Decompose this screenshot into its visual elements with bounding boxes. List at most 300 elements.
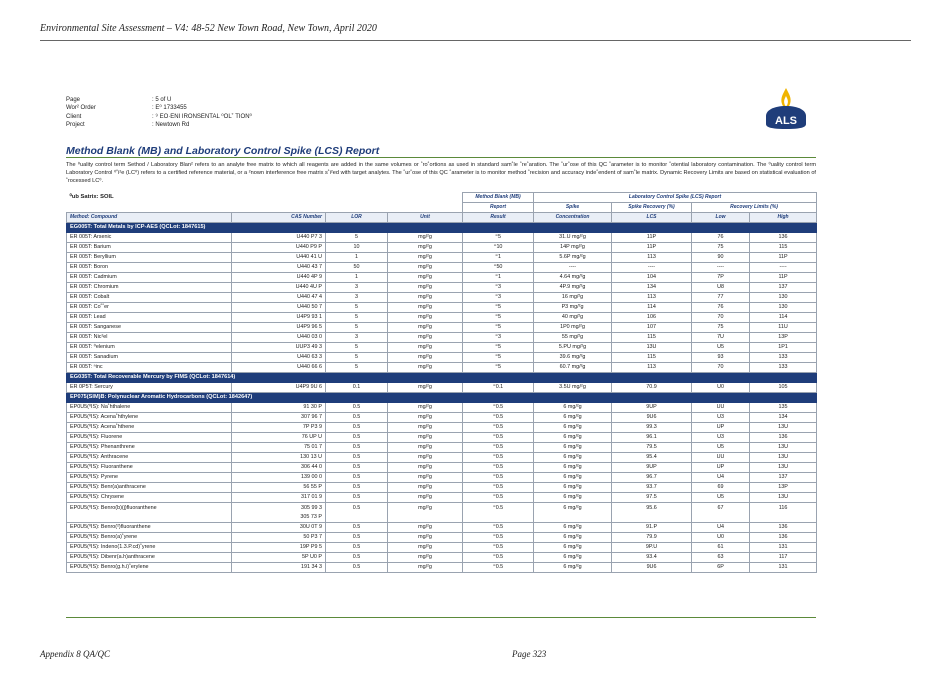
cell-lor: 5	[326, 353, 388, 363]
meta-row-client	[66, 113, 252, 121]
cell-cas: U4P9 9U 6	[232, 383, 326, 393]
cell-cas: U4P9 96 5	[232, 323, 326, 333]
cell-cas: 75 01 7	[232, 443, 326, 453]
cell-result: ⁼0.5	[463, 403, 534, 413]
cell-result: ⁼5	[463, 343, 534, 353]
cell-unit: mg/²g	[388, 283, 463, 293]
cell-result: ⁼0.5	[463, 443, 534, 453]
cell-compound: ER 005T: Barium	[67, 243, 232, 253]
cell-conc: ----	[534, 263, 612, 273]
cell-compound: ER 005T: Nic²el	[67, 333, 232, 343]
cell-unit: mg/²g	[388, 253, 463, 263]
document-header: Environmental Site Assessment – V4: 48-52 New Town Road, New Town, April 2020	[40, 23, 377, 34]
section-title: EP075(SIM)B: Polynuclear Aromatic Hydrocarbons (QCLot: 1842647)	[67, 393, 817, 403]
cell-conc: 39.6 mg/²g	[534, 353, 612, 363]
cell-lor: 50	[326, 263, 388, 273]
table-row	[67, 283, 817, 293]
cell-conc: 6 mg/²g	[534, 523, 612, 533]
cell-lor: 0.5	[326, 553, 388, 563]
table-row	[67, 353, 817, 363]
cell-conc: 6 mg/²g	[534, 493, 612, 503]
meta-value: : ⁹ EO·ENI IRONSENTAL ⁰OL˚ TION⁰	[152, 113, 252, 120]
cell-unit: mg/²g	[388, 563, 463, 573]
cell-high: 11P	[750, 273, 817, 283]
section-header-row	[67, 223, 817, 233]
cell-lor: 0.5	[326, 403, 388, 413]
cell-cas: 56 55 P	[232, 483, 326, 493]
cell-compound: ER 005T: Lead	[67, 313, 232, 323]
cell-high: 13U	[750, 443, 817, 453]
cell-cas: U440 4P 9	[232, 273, 326, 283]
cell-result: ⁼0.5	[463, 563, 534, 573]
als-logo	[762, 86, 810, 130]
cell-high: 13U	[750, 463, 817, 473]
cell-lcs: 113	[612, 293, 692, 303]
cell-lcs: 70.9	[612, 383, 692, 393]
cell-unit: mg/²g	[388, 243, 463, 253]
cas-number-secondary: 305 73 P	[300, 514, 322, 520]
cell-cas: U440 63 3	[232, 353, 326, 363]
spike-subheader: Spike	[534, 203, 612, 213]
cell-cas: U440 43 7	[232, 263, 326, 273]
table-row	[67, 473, 817, 483]
cell-compound: EP0U5(⁰IS): Fluoranthene	[67, 463, 232, 473]
cell-cas: U440 66 6	[232, 363, 326, 373]
cell-lcs: 95.4	[612, 453, 692, 463]
table-header-sub-row	[67, 203, 817, 213]
cell-result: ⁼5	[463, 303, 534, 313]
table-row	[67, 443, 817, 453]
cell-lcs: 9U6	[612, 563, 692, 573]
cell-result: ⁼0.1	[463, 383, 534, 393]
cell-lor: 0.5	[326, 463, 388, 473]
cell-lor: 0.5	[326, 423, 388, 433]
cell-conc: 6 mg/²g	[534, 423, 612, 433]
cell-low: U0	[692, 533, 750, 543]
cell-cas: U440 47 4	[232, 293, 326, 303]
table-row	[67, 523, 817, 533]
cell-compound: EP0U5(⁰IS): Indeno(1.3.P.cd)˚yrene	[67, 543, 232, 553]
cell-lcs: 107	[612, 323, 692, 333]
cell-result: ⁼3	[463, 333, 534, 343]
cell-lor: 0.5	[326, 413, 388, 423]
cell-cas	[232, 503, 326, 523]
table-header-group-row	[67, 193, 817, 203]
cell-low: 76	[692, 303, 750, 313]
cell-unit: mg/²g	[388, 413, 463, 423]
limits-subheader: Recovery Limits (%)	[692, 203, 817, 213]
cell-unit: mg/²g	[388, 483, 463, 493]
cell-compound: ER 005T: Cadmium	[67, 273, 232, 283]
cell-conc: 31.U mg/²g	[534, 233, 612, 243]
table-row	[67, 383, 817, 393]
footer-page-number: Page 323	[512, 649, 547, 659]
cell-cas: U440 P9 P	[232, 243, 326, 253]
cell-conc: 40 mg/²g	[534, 313, 612, 323]
cell-conc: 6 mg/²g	[534, 403, 612, 413]
cell-result: ⁼5	[463, 363, 534, 373]
cell-lcs: 134	[612, 283, 692, 293]
cell-unit: mg/²g	[388, 313, 463, 323]
table-row	[67, 553, 817, 563]
cell-cas: U440 03 0	[232, 333, 326, 343]
cell-lor: 5	[326, 323, 388, 333]
cell-high: 1P1	[750, 343, 817, 353]
cell-lcs: 95.6	[612, 503, 692, 523]
table-row	[67, 293, 817, 303]
table-column-header-row	[67, 213, 817, 223]
cell-low: UP	[692, 423, 750, 433]
cell-high: 11U	[750, 323, 817, 333]
cell-compound: EP0U5(⁰IS): Phenanthrene	[67, 443, 232, 453]
cell-unit: mg/²g	[388, 323, 463, 333]
cell-low: 76	[692, 233, 750, 243]
cell-low: 63	[692, 553, 750, 563]
cell-lcs: 79.9	[612, 533, 692, 543]
cell-low: U5	[692, 343, 750, 353]
cell-high: 13U	[750, 493, 817, 503]
cell-conc: 5.6P mg/²g	[534, 253, 612, 263]
cell-low: U0	[692, 383, 750, 393]
lcs-group-header: Laboratory Control Spike (LCS) Report	[534, 193, 817, 203]
cell-compound: ER 0P5T: Sercury	[67, 383, 232, 393]
table-row	[67, 543, 817, 553]
cell-unit: mg/²g	[388, 273, 463, 283]
cell-conc: 6 mg/²g	[534, 503, 612, 523]
cell-low: 75	[692, 323, 750, 333]
cell-lcs: 9UP	[612, 403, 692, 413]
cell-compound: EP0U5(⁰IS): Pyrene	[67, 473, 232, 483]
col-high: High	[750, 213, 817, 223]
cell-high: 114	[750, 313, 817, 323]
cell-high: 131	[750, 543, 817, 553]
table-row	[67, 403, 817, 413]
cell-lcs: 96.7	[612, 473, 692, 483]
cell-high: 131	[750, 563, 817, 573]
cell-low: U4	[692, 473, 750, 483]
col-concentration: Concentration	[534, 213, 612, 223]
cell-cas: 50 P3 7	[232, 533, 326, 543]
cell-low: 75	[692, 243, 750, 253]
cell-low: U5	[692, 443, 750, 453]
table-row	[67, 483, 817, 493]
report-meta	[66, 96, 252, 130]
cell-result: ⁼1	[463, 273, 534, 283]
cell-result: ⁼3	[463, 293, 534, 303]
cell-high: 136	[750, 533, 817, 543]
table-row	[67, 453, 817, 463]
cell-cas: 306 44 0	[232, 463, 326, 473]
cell-lor: 1	[326, 273, 388, 283]
cell-lcs: 79.5	[612, 443, 692, 453]
table-row	[67, 563, 817, 573]
footer-rule	[66, 617, 816, 618]
cell-result: ⁼0.5	[463, 413, 534, 423]
recovery-subheader: Spike Recovery (%)	[612, 203, 692, 213]
cell-result: ⁼1	[463, 253, 534, 263]
cell-low: 67	[692, 503, 750, 523]
cell-cas: 130 13 U	[232, 453, 326, 463]
cell-lor: 0.5	[326, 533, 388, 543]
cell-cas: U440 50 7	[232, 303, 326, 313]
cell-cas: U440 4U P	[232, 283, 326, 293]
cell-compound: EP0U5(⁰IS): Acena˚hthylene	[67, 413, 232, 423]
table-row	[67, 233, 817, 243]
cell-conc: 4.64 mg/²g	[534, 273, 612, 283]
cell-low: U8	[692, 283, 750, 293]
cell-result: ⁼0.5	[463, 483, 534, 493]
cell-lcs: 106	[612, 313, 692, 323]
section-header-row	[67, 393, 817, 403]
cell-unit: mg/²g	[388, 553, 463, 563]
cell-high: 137	[750, 473, 817, 483]
cell-high: 133	[750, 353, 817, 363]
meta-value: : Newtown Rd	[152, 122, 190, 129]
cell-unit: mg/²g	[388, 493, 463, 503]
cell-lcs: 11P	[612, 243, 692, 253]
cell-compound: EP0U5(⁰IS): Benr(a)anthracene	[67, 483, 232, 493]
cell-compound: ER 005T: Cobalt	[67, 293, 232, 303]
cell-cas: 307 96 7	[232, 413, 326, 423]
cell-compound: ER 005T: Sanadium	[67, 353, 232, 363]
cell-low: UU	[692, 453, 750, 463]
qc-results-table	[66, 192, 817, 573]
cell-unit: mg/²g	[388, 263, 463, 273]
table-row	[67, 343, 817, 353]
cell-conc: 4P.9 mg/²g	[534, 283, 612, 293]
cell-low: U3	[692, 433, 750, 443]
cell-lor: 0.1	[326, 383, 388, 393]
meta-label: Client	[66, 113, 82, 120]
cell-lor: 0.5	[326, 503, 388, 523]
cell-compound: EP0U5(⁰IS): Benro(g.h.i)˚erylene	[67, 563, 232, 573]
cell-high: 13P	[750, 333, 817, 343]
cell-cas: U4P9 93 1	[232, 313, 326, 323]
col-lor: LOR	[326, 213, 388, 223]
cell-low: U4	[692, 523, 750, 533]
cell-high: 130	[750, 293, 817, 303]
table-row	[67, 313, 817, 323]
cell-result: ⁼0.5	[463, 463, 534, 473]
cell-result: ⁼3	[463, 283, 534, 293]
cell-high: 13P	[750, 483, 817, 493]
cell-lor: 3	[326, 333, 388, 343]
table-row	[67, 533, 817, 543]
cell-cas: U440 41 U	[232, 253, 326, 263]
cell-high: 13U	[750, 423, 817, 433]
cell-high: 130	[750, 303, 817, 313]
cell-conc: 1P0 mg/²g	[534, 323, 612, 333]
cell-low: UU	[692, 403, 750, 413]
footer-appendix: Appendix 8 QA/QC	[40, 649, 110, 659]
cell-result: ⁼0.5	[463, 543, 534, 553]
table-row	[67, 323, 817, 333]
col-lcs: LCS	[612, 213, 692, 223]
cell-unit: mg/²g	[388, 293, 463, 303]
cell-lor: 10	[326, 243, 388, 253]
cell-lcs: 115	[612, 333, 692, 343]
table-row	[67, 303, 817, 313]
meta-label: Project	[66, 122, 85, 129]
title-rule	[66, 157, 816, 158]
cas-number: 305 99 3	[301, 505, 322, 511]
cell-lcs: 99.3	[612, 423, 692, 433]
cell-cas: 7P P3 9	[232, 423, 326, 433]
cell-high: ----	[750, 263, 817, 273]
cell-high: 105	[750, 383, 817, 393]
cell-cas: 5P U0 P	[232, 553, 326, 563]
meta-value: : E⁰ 1733455	[152, 105, 187, 112]
cell-lcs: ----	[612, 263, 692, 273]
cell-result: ⁼0.5	[463, 433, 534, 443]
cell-unit: mg/²g	[388, 403, 463, 413]
cell-lor: 5	[326, 233, 388, 243]
cell-high: 134	[750, 413, 817, 423]
cell-result: ⁼0.5	[463, 553, 534, 563]
cell-conc: 6 mg/²g	[534, 463, 612, 473]
cell-result: ⁼0.5	[463, 493, 534, 503]
cell-cas: UUP3 49 3	[232, 343, 326, 353]
cell-unit: mg/²g	[388, 233, 463, 243]
cell-lor: 0.5	[326, 443, 388, 453]
table-row	[67, 273, 817, 283]
cell-low: 69	[692, 483, 750, 493]
cell-result: ⁼50	[463, 263, 534, 273]
cell-cas: 19P P9 5	[232, 543, 326, 553]
table-body	[67, 223, 817, 573]
cell-unit: mg/²g	[388, 503, 463, 523]
logo-text: ALS	[775, 115, 797, 127]
cell-lcs: 113	[612, 253, 692, 263]
cell-cas: 30U 0T 9	[232, 523, 326, 533]
cell-lcs: 96.1	[612, 433, 692, 443]
cell-lcs: 9U6	[612, 413, 692, 423]
matrix-label: ⁰ub Satrix: SOIL	[69, 194, 114, 200]
cell-lcs: 9UP	[612, 463, 692, 473]
table-row	[67, 363, 817, 373]
table-row	[67, 433, 817, 443]
table-row	[67, 263, 817, 273]
cell-conc: 6 mg/²g	[534, 473, 612, 483]
cell-low: 93	[692, 353, 750, 363]
table-row	[67, 413, 817, 423]
cell-result: ⁼0.5	[463, 503, 534, 523]
cell-high: 117	[750, 553, 817, 563]
cell-result: ⁼5	[463, 313, 534, 323]
cell-unit: mg/²g	[388, 463, 463, 473]
mb-group-header: Method Blank (MB)	[463, 193, 534, 203]
cell-lor: 0.5	[326, 493, 388, 503]
cell-high: 136	[750, 433, 817, 443]
cell-result: ⁼10	[463, 243, 534, 253]
cell-compound: EP0U5(⁰IS): Benro(²)fluoranthene	[67, 523, 232, 533]
meta-label: Wor² Order	[66, 105, 96, 112]
cell-lor: 3	[326, 293, 388, 303]
cell-conc: 6 mg/²g	[534, 563, 612, 573]
col-unit: Unit	[388, 213, 463, 223]
cell-low: 61	[692, 543, 750, 553]
section-title: EG035T: Total Recoverable Mercury by FIMS (QCLot: 1847614)	[67, 373, 817, 383]
table-row	[67, 463, 817, 473]
header-rule	[40, 40, 911, 41]
mb-report-subheader: Report	[463, 203, 534, 213]
meta-row-work-order	[66, 104, 252, 112]
cell-lor: 5	[326, 303, 388, 313]
cell-high: 137	[750, 283, 817, 293]
cell-unit: mg/²g	[388, 303, 463, 313]
cell-unit: mg/²g	[388, 543, 463, 553]
cell-conc: 6 mg/²g	[534, 533, 612, 543]
cell-compound: ER 005T: Boron	[67, 263, 232, 273]
cell-lor: 0.5	[326, 433, 388, 443]
cell-lcs: 93.4	[612, 553, 692, 563]
cell-low: UP	[692, 463, 750, 473]
cell-lor: 5	[326, 313, 388, 323]
cell-lcs: 9P.U	[612, 543, 692, 553]
table-row	[67, 253, 817, 263]
blank-cell	[67, 203, 463, 213]
report-title: Method Blank (MB) and Laboratory Control Spike (LCS) Report	[66, 145, 380, 157]
cell-cas: 139 00 0	[232, 473, 326, 483]
cell-conc: 6 mg/²g	[534, 433, 612, 443]
meta-row-project	[66, 121, 252, 129]
col-method: Method: Compound	[67, 213, 232, 223]
cell-cas: 191 34 3	[232, 563, 326, 573]
cell-result: ⁼0.5	[463, 473, 534, 483]
cell-lor: 0.5	[326, 453, 388, 463]
cell-lcs: 97.5	[612, 493, 692, 503]
cell-conc: 6 mg/²g	[534, 413, 612, 423]
cell-high: 115	[750, 243, 817, 253]
cell-conc: 5.PU mg/²g	[534, 343, 612, 353]
cell-low: 6P	[692, 563, 750, 573]
cell-compound: ER 005T: ⁿinc	[67, 363, 232, 373]
cell-cas: 317 01 9	[232, 493, 326, 503]
cell-unit: mg/²g	[388, 433, 463, 443]
meta-label: Page	[66, 97, 81, 103]
cell-unit: mg/²g	[388, 343, 463, 353]
cell-high: 133	[750, 363, 817, 373]
cell-compound: ER 005T: Chromium	[67, 283, 232, 293]
cell-conc: 55 mg/²g	[534, 333, 612, 343]
cell-cas: U440 P7 3	[232, 233, 326, 243]
cell-low: 7U	[692, 333, 750, 343]
cell-result: ⁼5	[463, 323, 534, 333]
cell-compound: EP0U5(⁰IS): Na˚hthalene	[67, 403, 232, 413]
cell-result: ⁼0.5	[463, 523, 534, 533]
cell-lor: 5	[326, 363, 388, 373]
matrix-cell	[67, 193, 463, 203]
cell-conc: 6 mg/²g	[534, 553, 612, 563]
meta-row-page	[66, 96, 252, 104]
cell-conc: 6 mg/²g	[534, 483, 612, 493]
cell-high: 136	[750, 233, 817, 243]
cell-compound: EP0U5(⁰IS): Fluorene	[67, 433, 232, 443]
cell-low: 77	[692, 293, 750, 303]
cell-high: 11P	[750, 253, 817, 263]
cell-compound: EP0U5(⁰IS): Anthracene	[67, 453, 232, 463]
cell-conc: 3.5U mg/²g	[534, 383, 612, 393]
cell-low: 70	[692, 313, 750, 323]
table-row	[67, 423, 817, 433]
cell-unit: mg/²g	[388, 363, 463, 373]
cell-compound: EP0U5(⁰IS): Benro(b)(j)fluoranthene	[67, 503, 232, 523]
cell-result: ⁼5	[463, 233, 534, 243]
cell-compound: ER 005T: Arsenic	[67, 233, 232, 243]
cell-lor: 3	[326, 283, 388, 293]
cell-conc: P3 mg/²g	[534, 303, 612, 313]
cell-low: U3	[692, 413, 750, 423]
